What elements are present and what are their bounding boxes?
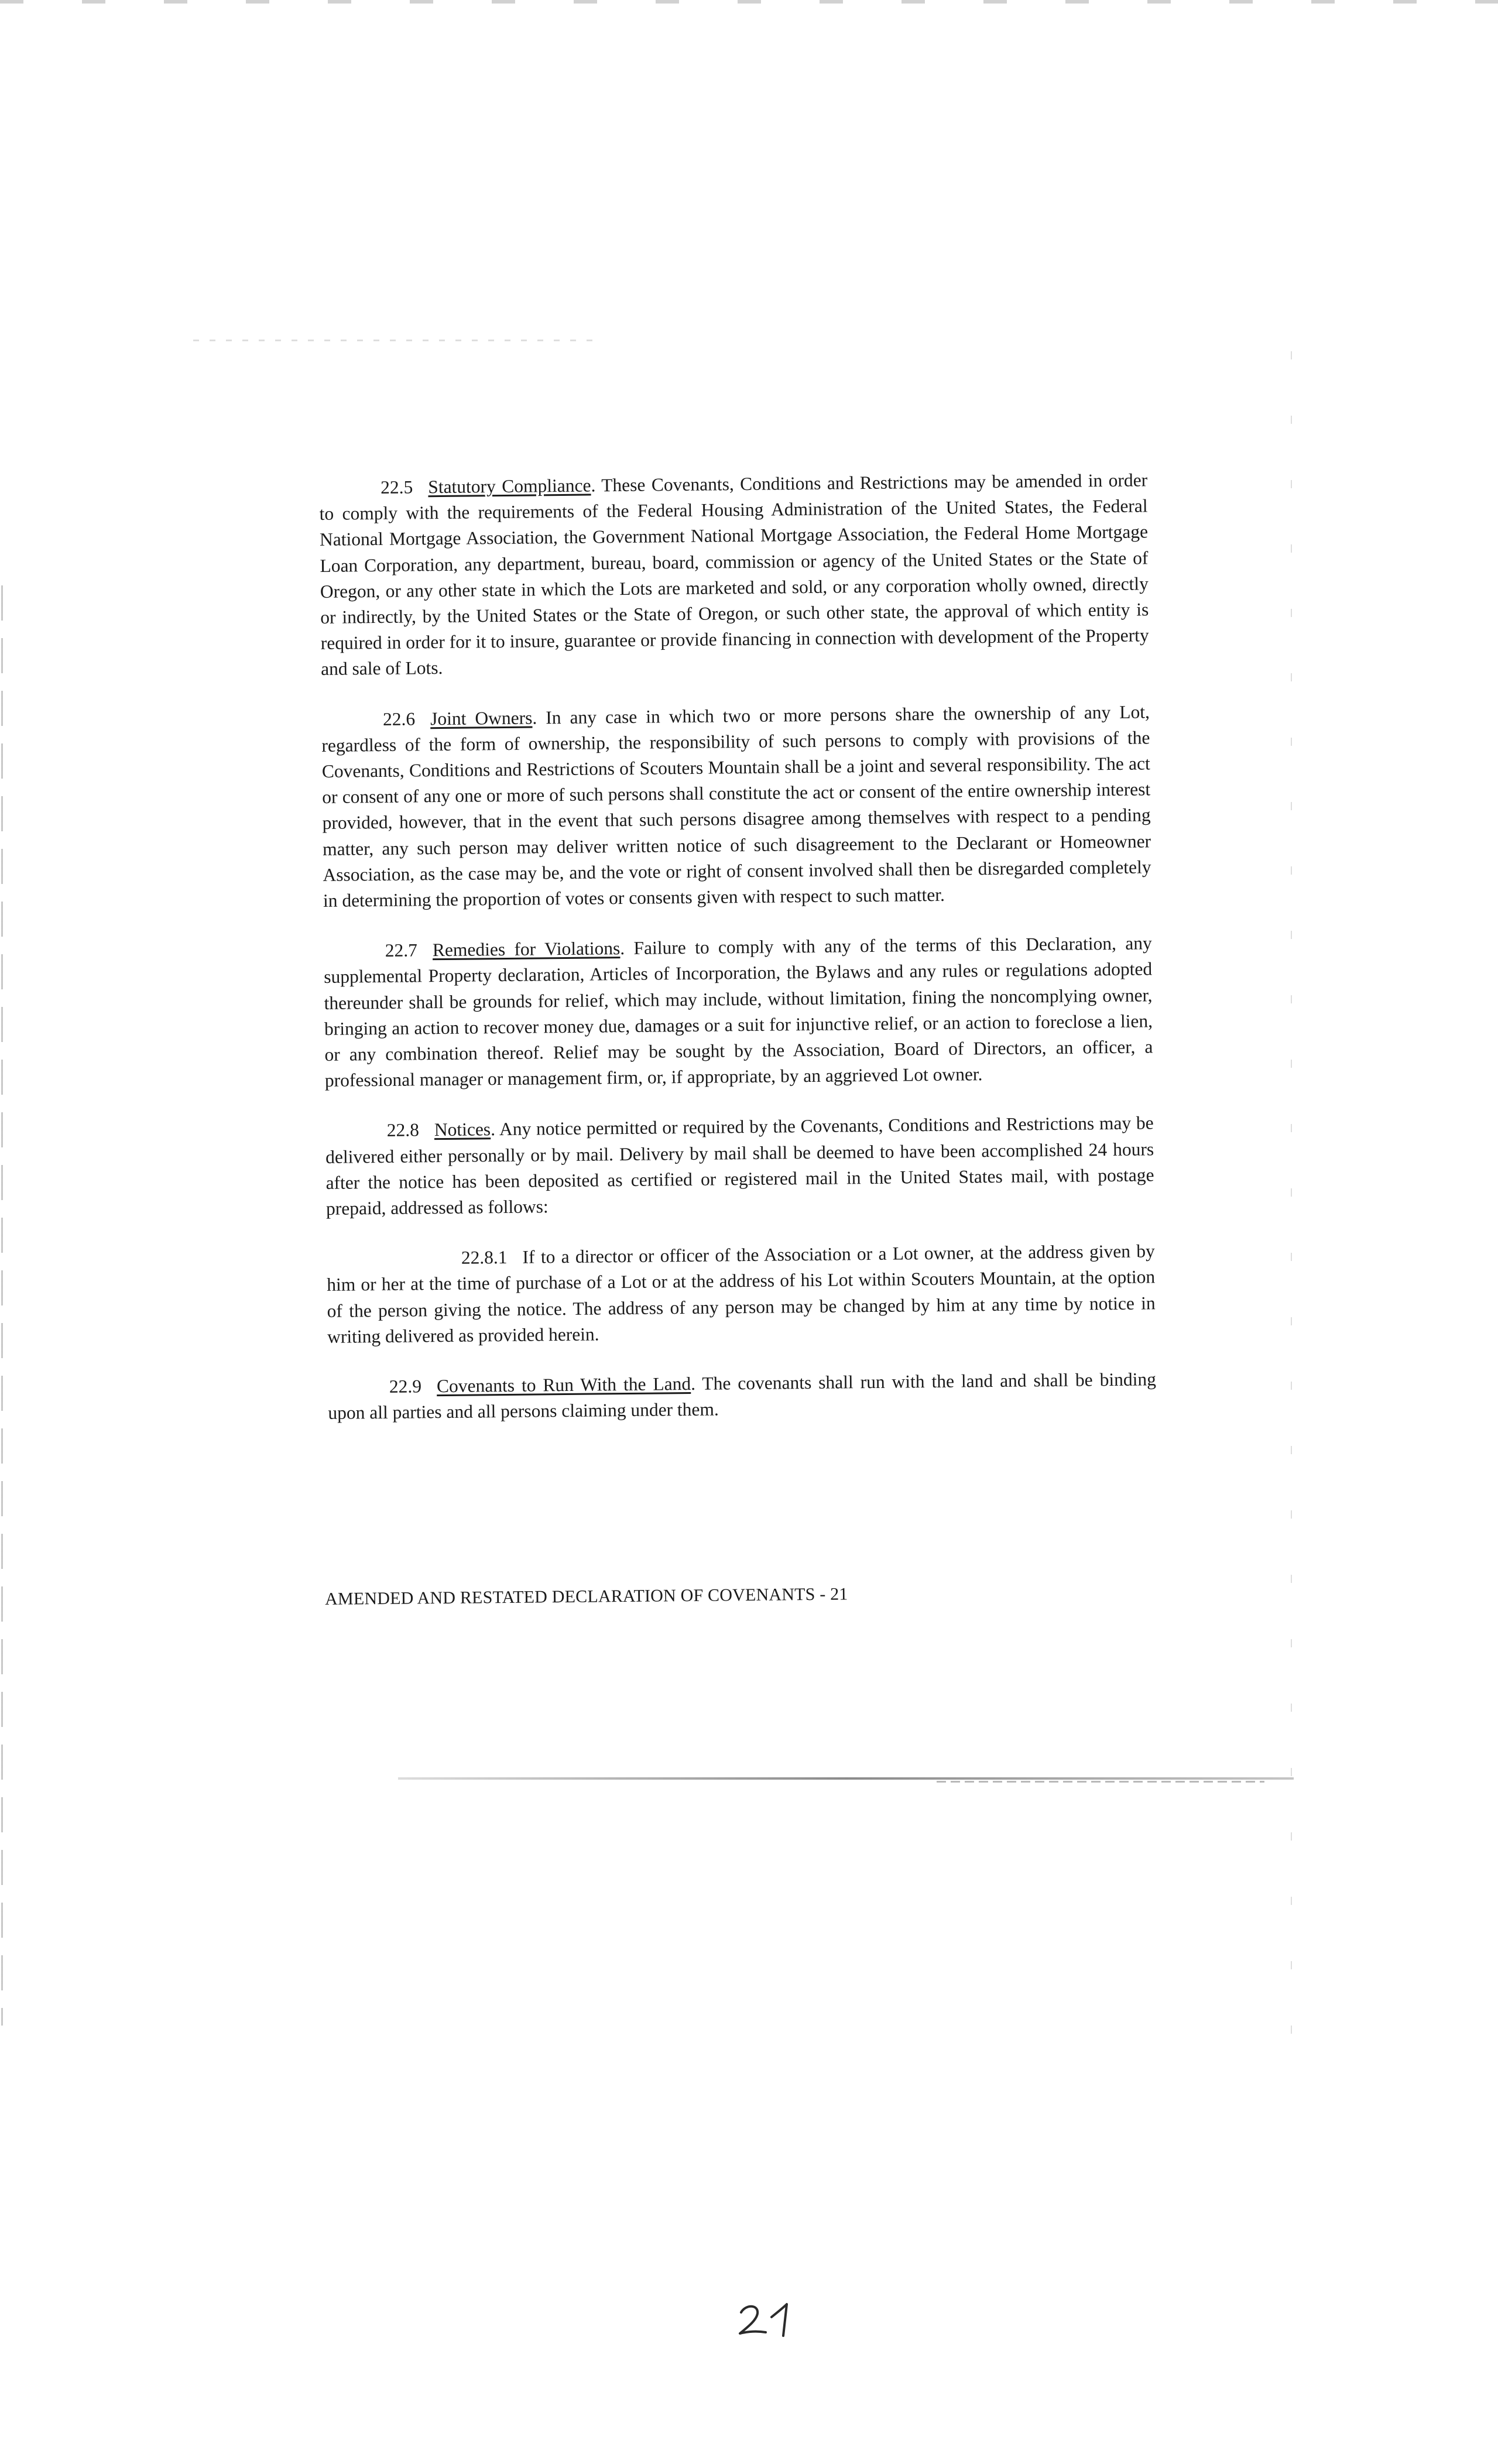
- section-heading: Covenants to Run With the Land: [436, 1373, 691, 1397]
- handwritten-page-number-icon: [735, 2299, 800, 2340]
- section-body: . Any notice permitted or required by the Covenants, Conditions and Restrictions may be delivered either personally or by mail. Delivery by mail shall be deemed to have been accomplished 24 hours after the notice has been deposited as certified or registered mail in the United States mail, with postage prepaid, addressed as follows:: [325, 1112, 1154, 1219]
- page-footer: AMENDED AND RESTATED DECLARATION OF COVENANTS - 21: [325, 1584, 848, 1609]
- section-number: 22.9: [389, 1376, 422, 1397]
- section-heading: Joint Owners: [430, 707, 533, 729]
- section-number: 22.8: [386, 1119, 420, 1141]
- scan-artifact-bottom-streak: [398, 1777, 1294, 1780]
- section-22-7: [324, 931, 1153, 1094]
- section-number: 22.7: [385, 940, 418, 961]
- scan-artifact-top: [0, 0, 1498, 4]
- section-22-8: [325, 1111, 1155, 1222]
- section-22-9: [328, 1366, 1157, 1426]
- section-number: 22.5: [381, 477, 413, 498]
- section-heading: Notices: [434, 1119, 491, 1140]
- section-22-5: [319, 467, 1149, 682]
- section-body: . Failure to comply with any of the terms of this Declaration, any supplemental Property declaration, Articles of Incorporation, the Bylaws and any rules or regulations adopted thereunder shall be grounds for relief, which may include, without limitation, fining the noncomplying owner, bringing an action to recover money due, damages or a suit for injunctive relief, or an action to foreclose a lien, or any combination thereof. Relief may be sought by the Association, Board of Directors, an officer, a professional manager or management firm, or, if appropriate, by an aggrieved Lot owner.: [324, 933, 1153, 1091]
- scan-artifact-left-edge: [1, 585, 3, 2026]
- section-heading: Statutory Compliance: [428, 475, 591, 498]
- section-body: If to a director or officer of the Association or a Lot owner, at the address given by him or her at the time of purchase of a Lot or at the address of his Lot within Scouters Mountain, at the option of the person giving the notice. The address of any person may be changed by him at any time by notice in writing delivered as provided herein.: [327, 1240, 1156, 1347]
- section-body: . The covenants shall run with the land and shall be binding upon all parties and all persons claiming under them.: [328, 1369, 1157, 1424]
- body-text: [319, 467, 1157, 1451]
- section-body: . These Covenants, Conditions and Restrictions may be amended in order to comply with the requirements of the Federal Housing Administration of the United States, the Federal National Mortgage Association, the Government National Mortgage Association, the Federal Home Mortgage Loan Corporation, any department, bureau, board, commission or agency of the United States or the State of Oregon, or any other state in which the Lots are marketed and sold, or any corporation wholly owned, directly or indirectly, by the United States or the State of Oregon, or such other state, the approval of which entity is required in order for it to insure, guarantee or provide financing in connection with development of the Property and sale of Lots.: [319, 470, 1149, 680]
- section-heading: Remedies for Violations: [432, 938, 621, 961]
- section-22-8-1: [327, 1239, 1156, 1350]
- section-number: 22.6: [382, 708, 416, 729]
- scan-artifact-faint-row: [193, 340, 603, 341]
- scan-artifact-right-edge: [1291, 351, 1292, 2049]
- section-body: . In any case in which two or more persons share the ownership of any Lot, regardless of the form of ownership, the responsibility of such persons to comply with provisions of the Covenants, Conditions and Restrictions of Scouters Mountain shall be a joint and several responsibility. The act or consent of any one or more of such persons shall constitute the act or consent of the entire ownership interest provided, however, that in the event that such persons disagree among themselves with respect to a pending matter, any such person may deliver written notice of such disagreement to the Declarant or Homeowner Association, as the case may be, and the vote or right of consent involved shall then be disregarded completely in determining the proportion of votes or consents given with respect to such matter.: [321, 701, 1151, 911]
- section-number: 22.8.1: [461, 1247, 508, 1269]
- section-22-6: [321, 699, 1151, 914]
- scan-artifact-bottom-streak-2: [937, 1781, 1264, 1783]
